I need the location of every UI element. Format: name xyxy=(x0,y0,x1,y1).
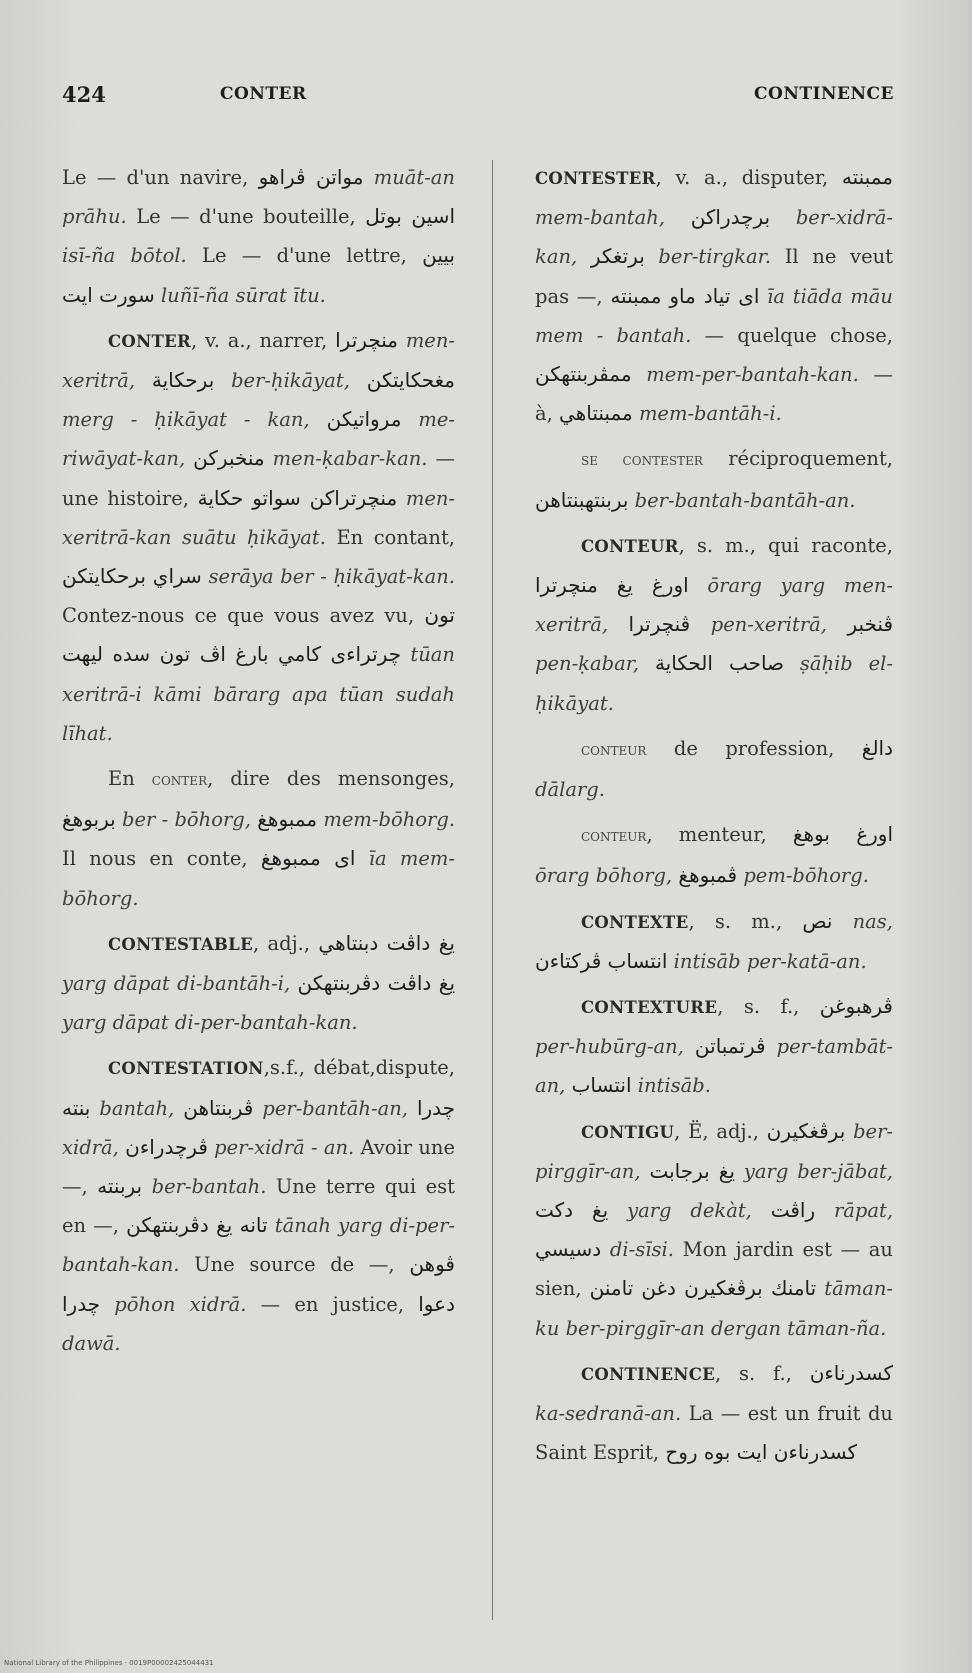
transliteration: mem-bantah, xyxy=(535,206,665,230)
transliteration: ber-bantah. xyxy=(151,1175,267,1199)
jawi-text: برڤغكيرن xyxy=(766,1118,846,1143)
jawi-text: مواتن ڤراهو xyxy=(258,165,364,189)
jawi-text: سراي برحكايتكن xyxy=(62,564,202,589)
jawi-text: ڤنچرترا xyxy=(628,612,691,637)
headword: CONTESTABLE xyxy=(108,934,253,954)
jawi-text: برتغكر xyxy=(590,244,645,269)
definition-text xyxy=(645,245,659,268)
transliteration: yarg dāpat di-per-bantah-kan. xyxy=(62,1011,358,1035)
entry-le-navire xyxy=(62,158,455,315)
definition-text xyxy=(185,447,193,470)
jawi-text: برحكاية xyxy=(151,368,215,393)
definition-text xyxy=(608,613,628,636)
small-caps-term: se contester xyxy=(581,450,703,471)
jawi-text: ڤوهن چدرا xyxy=(62,1252,455,1316)
definition-text: — quelque chose, xyxy=(691,323,893,347)
definition-text: Le — d'une lettre, xyxy=(186,244,423,268)
transliteration: tānah yarg di-per-bantah-kan. xyxy=(62,1214,455,1277)
definition-text: Mon jardin est — au sien, xyxy=(535,1238,893,1301)
jawi-text: راڤت xyxy=(770,1198,816,1223)
jawi-text: اى ممبوهغ xyxy=(260,846,356,871)
headword: CONTEUR xyxy=(581,536,679,556)
jawi-text: ممبوهغ xyxy=(257,807,318,832)
jawi-text: انتساب xyxy=(571,1073,632,1098)
definition-text: , v. a., narrer, xyxy=(190,328,336,352)
definition-text xyxy=(639,652,655,675)
transliteration: men-xeritrā-kan suātu ḥikāyat. xyxy=(62,486,456,549)
transliteration: tūan xeritrā-i kāmi bārarg apa tūan sudah līhat. xyxy=(62,643,455,745)
jawi-text: يغ دكت xyxy=(535,1198,609,1223)
definition-text: , dire des mensonges, xyxy=(207,767,455,791)
transliteration: ka-sedranā-an. xyxy=(535,1402,682,1426)
jawi-text: اى تياد ماو ممبنته xyxy=(610,283,760,308)
jawi-text: يغ داڤت دڤربنتهكن xyxy=(297,971,456,996)
definition-text: Une source de —, xyxy=(179,1253,410,1277)
definition-text xyxy=(135,369,152,392)
definition-text xyxy=(397,487,406,510)
transliteration: serāya ber - ḥikāyat-kan. xyxy=(208,565,455,589)
jawi-text: تامنن xyxy=(589,1276,634,1301)
definition-text: Il nous en conte, xyxy=(62,847,261,871)
transliteration: dawā. xyxy=(62,1331,121,1355)
transliteration: pen-xeritrā, xyxy=(710,613,827,637)
headword: CONTESTER xyxy=(535,169,656,188)
jawi-text: مرواتيكن xyxy=(326,407,402,432)
definition-text xyxy=(174,1097,183,1120)
transliteration: yarg dekàt, xyxy=(627,1199,752,1223)
jawi-text: بنته xyxy=(62,1095,91,1120)
jawi-text: ڤنخبر xyxy=(847,612,894,637)
definition-text: , s. m., xyxy=(688,909,803,933)
definition-text: , menteur, xyxy=(646,823,793,847)
small-caps-term: conter xyxy=(151,770,208,791)
headword: CONTESTATION xyxy=(108,1059,264,1079)
right-running-head: CONTINENCE xyxy=(753,84,894,104)
definition-text xyxy=(90,1097,99,1120)
transliteration: mem-bōhorg. xyxy=(323,808,456,832)
definition-text xyxy=(665,206,691,229)
transliteration: me-riwāyat-kan, xyxy=(62,408,455,471)
transliteration: per-bantāh-an, xyxy=(262,1096,408,1120)
definition-text xyxy=(142,1175,151,1198)
page-number: 424 xyxy=(62,82,106,107)
definition-text xyxy=(253,1097,262,1120)
definition-text xyxy=(845,1120,853,1143)
column-divider xyxy=(492,160,493,1620)
jawi-text: بربوهغ xyxy=(62,807,116,832)
transliteration: dālarg. xyxy=(535,778,605,802)
entry-conter xyxy=(62,321,455,753)
entry-contigu xyxy=(535,1112,893,1348)
jawi-text: يغ برجابت xyxy=(649,1158,735,1183)
definition-text xyxy=(832,910,852,933)
small-caps-term: conteur xyxy=(581,826,647,847)
transliteration: ōrarg bōhorg, xyxy=(535,864,673,888)
right-column xyxy=(535,158,893,1479)
transliteration: īa tiāda māu mem - bantah. xyxy=(535,284,893,347)
jawi-text: نص xyxy=(802,908,833,933)
definition-text: En contant, xyxy=(325,525,455,549)
jawi-text: برچدراكن xyxy=(690,205,771,230)
jawi-text: بربنتهبنتاهن xyxy=(535,487,629,512)
definition-text: Contez-nous ce que vous avez vu, xyxy=(62,604,425,628)
jawi-text: ممڤربنتهكن xyxy=(535,362,632,387)
transliteration: ber-tirgkar. xyxy=(658,245,772,269)
jawi-text: بربنته xyxy=(97,1174,143,1199)
definition-text xyxy=(350,369,367,392)
headword: CONTEXTURE xyxy=(581,998,718,1018)
jawi-text: ممبنته xyxy=(841,165,893,189)
definition-text xyxy=(290,972,297,995)
definition-text: , s. f., xyxy=(715,1361,810,1385)
transliteration: muāt-an prāhu. xyxy=(62,166,455,229)
transliteration: mem-per-bantah-kan. xyxy=(646,363,859,387)
definition-text: — en justice, xyxy=(246,1292,419,1316)
definition-text xyxy=(827,613,847,636)
transliteration: ber-ḥikāyat, xyxy=(231,369,350,393)
definition-text xyxy=(752,1199,771,1222)
transliteration: di-sīsi. xyxy=(609,1238,674,1262)
transliteration: ber-xidrā-kan, xyxy=(535,206,893,269)
entry-en-conter xyxy=(62,759,455,918)
jawi-text: اورغ بوهغ xyxy=(792,822,893,847)
definition-text: En xyxy=(108,767,152,791)
definition-text xyxy=(265,447,273,470)
transliteration: ber-pirggīr-an, xyxy=(535,1119,894,1183)
transliteration: yarg ber-jābat, xyxy=(743,1159,893,1183)
left-running-head: CONTER xyxy=(220,84,307,104)
transliteration: yarg dāpat di-bantāh-i, xyxy=(62,972,291,996)
transliteration: intisāb. xyxy=(637,1074,711,1098)
transliteration: pen-ḳabar, xyxy=(535,652,640,676)
definition-text xyxy=(766,1035,777,1058)
definition-text: , s. m., qui raconte, xyxy=(678,533,893,557)
transliteration: per-hubūrg-an, xyxy=(535,1035,684,1059)
headword: CONTEXTE xyxy=(581,912,689,932)
transliteration: men-ḳabar-kan. xyxy=(272,447,428,471)
definition-text xyxy=(684,1035,695,1058)
definition-text xyxy=(770,206,796,229)
transliteration: rāpat, xyxy=(833,1199,894,1223)
entry-conteur-profession xyxy=(535,729,893,809)
definition-text xyxy=(363,166,373,189)
jawi-text: منچرترا xyxy=(335,327,398,352)
jawi-text: ڤرچدراءن xyxy=(125,1134,208,1159)
jawi-text: اورغ يغ منچرترا xyxy=(535,573,689,598)
jawi-text: انتساب xyxy=(607,948,668,973)
transliteration: pōhon xidrā. xyxy=(114,1292,247,1316)
jawi-text: تانه يغ دڤربنتهكن xyxy=(126,1213,268,1238)
definition-text xyxy=(100,1293,114,1316)
transliteration: men-xeritrā, xyxy=(62,328,455,393)
headword: CONTIGU xyxy=(581,1122,675,1142)
definition-text xyxy=(398,329,406,352)
jawi-text: منچرتراكن سواتو حكاية xyxy=(197,485,398,510)
transliteration: isī-ña bōtol. xyxy=(62,244,187,268)
entry-se-contester xyxy=(535,439,893,519)
definition-text xyxy=(735,1160,744,1183)
jawi-text: ڤركتاءن xyxy=(535,948,602,973)
definition-text: , Ë, adj., xyxy=(674,1119,767,1143)
jawi-text: صاحب الحكاية xyxy=(654,651,785,676)
jawi-text: اڤ تون سده ليهت xyxy=(62,642,226,667)
jawi-text: ڤربنتاهن xyxy=(183,1095,254,1120)
jawi-text: دعوا xyxy=(418,1291,455,1316)
definition-text xyxy=(759,285,767,308)
definition-text: de profession, xyxy=(646,736,862,760)
jawi-text: تامنك برڤغكيرن دغن xyxy=(641,1276,817,1301)
definition-text xyxy=(690,613,710,636)
definition-text xyxy=(310,408,327,431)
transliteration: ber - bōhorg, xyxy=(121,808,251,832)
jawi-text: دبنتاهي xyxy=(318,930,379,955)
entry-conteur xyxy=(535,526,893,723)
definition-text: — une histoire, xyxy=(62,447,456,510)
jawi-text: ڤمبوهغ xyxy=(678,863,738,888)
transliteration: bantah, xyxy=(99,1096,175,1120)
definition-text: , adj., xyxy=(252,931,319,955)
definition-text xyxy=(608,1199,627,1222)
transliteration: xidrā, xyxy=(62,1135,119,1159)
definition-text xyxy=(577,245,591,268)
entry-continence xyxy=(535,1354,893,1473)
jawi-text: دالغ xyxy=(861,735,893,760)
definition-text xyxy=(408,1097,417,1120)
definition-text: Le — d'un navire, xyxy=(62,166,259,189)
definition-text xyxy=(689,574,708,597)
transliteration: ber-bantah-bantāh-an. xyxy=(634,488,856,512)
definition-text: , v. a., disputer, xyxy=(655,166,842,189)
entry-contexture xyxy=(535,987,893,1106)
definition-text: ,s.f., débat,dispute, xyxy=(263,1056,455,1080)
definition-text: — à, xyxy=(535,363,893,426)
small-caps-term: conteur xyxy=(581,739,647,760)
definition-text xyxy=(401,643,410,666)
transliteration: ṣāḥib el-ḥikāyat. xyxy=(535,652,893,715)
transliteration: nas, xyxy=(852,909,893,933)
transliteration: īa mem-bōhorg. xyxy=(62,847,456,910)
definition-text: Avoir une —, xyxy=(62,1135,456,1199)
definition-text xyxy=(355,847,368,870)
jawi-text: ڤرهبوغن xyxy=(819,994,893,1019)
jawi-text: چدرا xyxy=(416,1095,456,1120)
jawi-text: كسدرناءن xyxy=(809,1360,893,1385)
jawi-text: اسين بوتل xyxy=(365,204,455,229)
jawi-text: تون چرتراءى كامي بارغ xyxy=(235,603,455,667)
definition-text: Une terre qui est en —, xyxy=(62,1175,455,1238)
jawi-text: ممبنتاهي xyxy=(559,401,633,426)
library-footer: National Library of the Philippines · 0019P00002425044431 xyxy=(4,1659,214,1667)
definition-text: réciproquement, xyxy=(702,447,893,471)
transliteration: ōrarg yarg men-xeritrā, xyxy=(535,574,894,637)
entry-conteur-menteur xyxy=(535,815,893,895)
jawi-text: مغحكايتكن xyxy=(366,368,456,393)
definition-text xyxy=(815,1199,834,1222)
transliteration: merg - ḥikāyat - kan, xyxy=(62,408,310,432)
headword: CONTER xyxy=(108,331,191,351)
entry-contexte xyxy=(535,902,893,981)
transliteration: pem-bōhorg. xyxy=(743,864,869,888)
jawi-text: بيين سورت ايت xyxy=(62,243,455,307)
entry-contestation xyxy=(62,1048,455,1363)
page-header xyxy=(62,82,894,112)
entry-contestable xyxy=(62,924,455,1043)
definition-text xyxy=(268,1214,275,1237)
transliteration: tāman-ku ber-pirggīr-an dergan tāman-ña. xyxy=(535,1277,894,1340)
definition-text xyxy=(401,408,418,431)
jawi-text: ڤرتمباتن xyxy=(694,1034,766,1059)
definition-text xyxy=(601,1238,610,1261)
jawi-text: دسيسي xyxy=(535,1237,602,1262)
definition-text: La — est un fruit du Saint Esprit, xyxy=(535,1402,893,1465)
headword: CONTINENCE xyxy=(581,1364,716,1384)
transliteration: per-tambāt-an, xyxy=(535,1035,894,1098)
definition-text xyxy=(632,363,647,386)
definition-text xyxy=(214,369,231,392)
transliteration: intisāb per-katā-an. xyxy=(673,949,867,973)
entry-contester xyxy=(535,158,893,433)
jawi-text: كسدرناءن ايت بوه روح xyxy=(665,1440,858,1465)
jawi-text: منخبركن xyxy=(193,446,265,471)
transliteration: mem-bantāh-i. xyxy=(638,402,782,426)
definition-text: Le — d'une bouteille, xyxy=(126,205,366,229)
definition-text xyxy=(784,652,800,675)
left-column xyxy=(62,158,455,1369)
jawi-text: يغ داڤت xyxy=(386,930,455,955)
transliteration: per-xidrā - an. xyxy=(214,1135,355,1159)
definition-text xyxy=(226,643,235,666)
definition-text: , s. f., xyxy=(717,995,820,1019)
transliteration: luñī-ña sūrat ītu. xyxy=(160,283,326,307)
definition-text xyxy=(378,932,386,955)
definition-text: Il ne veut pas —, xyxy=(535,245,893,308)
